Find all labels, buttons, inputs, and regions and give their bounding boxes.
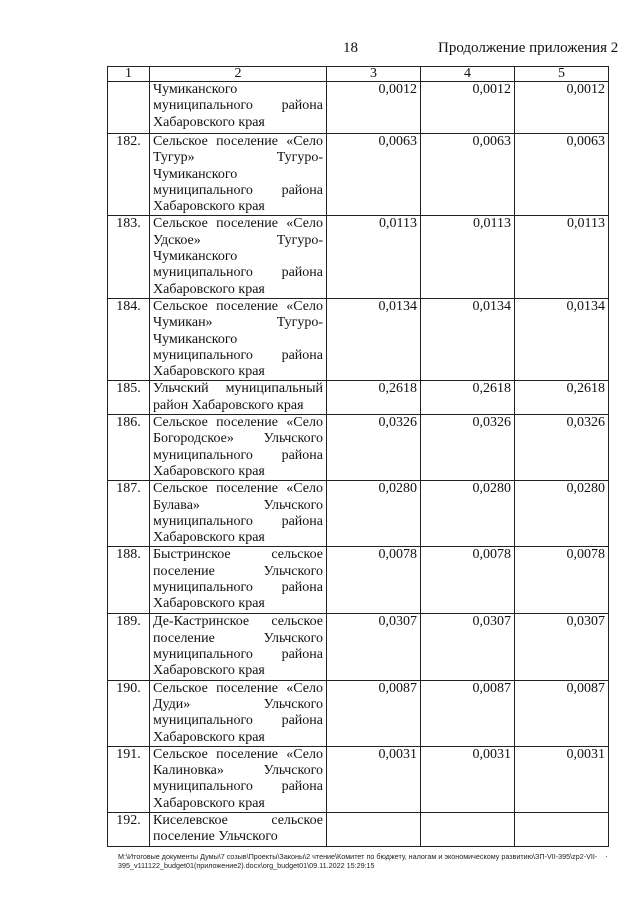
value-col4: 0,0280 xyxy=(421,481,515,547)
value-col5: 0,0307 xyxy=(515,614,609,680)
municipality-name: Чумиканского муниципального района Хабаровского края xyxy=(150,82,327,134)
value-col3: 0,0031 xyxy=(327,746,421,812)
table-row xyxy=(108,82,609,134)
row-number: 189. xyxy=(108,614,150,680)
footer-mark: · xyxy=(605,852,608,861)
column-header: 5 xyxy=(515,67,609,82)
row-number: 184. xyxy=(108,298,150,380)
table-row xyxy=(108,381,609,415)
value-col5: 0,0078 xyxy=(515,547,609,614)
value-col4: 0,2618 xyxy=(421,381,515,415)
municipality-name: Сельское поселение «Село Чумикан» Тугуро-Чумиканского муниципального района Хабаровского края xyxy=(150,298,327,380)
municipality-name: Сельское поселение «Село Булава» Ульчского муниципального района Хабаровского края xyxy=(150,481,327,547)
row-number: 191. xyxy=(108,746,150,812)
table-row xyxy=(108,415,609,481)
municipality-name: Сельское поселение «Село Богородское» Ульчского муниципального района Хабаровского края xyxy=(150,415,327,481)
value-col5 xyxy=(515,812,609,846)
table-row xyxy=(108,481,609,547)
municipality-name: Сельское поселение «Село Калиновка» Ульчского муниципального района Хабаровского края xyxy=(150,746,327,812)
municipality-name: Ульчский муниципальный район Хабаровского края xyxy=(150,381,327,415)
value-col3: 0,0078 xyxy=(327,547,421,614)
row-number: 182. xyxy=(108,134,150,216)
row-number: 183. xyxy=(108,216,150,298)
value-col4: 0,0063 xyxy=(421,134,515,216)
column-header: 3 xyxy=(327,67,421,82)
value-col5: 0,0113 xyxy=(515,216,609,298)
page-number: 18 xyxy=(343,40,358,56)
value-col5: 0,0063 xyxy=(515,134,609,216)
document-footer xyxy=(118,852,618,870)
row-number: 190. xyxy=(108,680,150,746)
value-col3: 0,0113 xyxy=(327,216,421,298)
municipality-name: Сельское поселение «Село Удское» Тугуро-Чумиканского муниципального района Хабаровского края xyxy=(150,216,327,298)
table-row xyxy=(108,298,609,380)
column-header: 1 xyxy=(108,67,150,82)
value-col5: 0,0280 xyxy=(515,481,609,547)
table-row xyxy=(108,134,609,216)
value-col4: 0,0326 xyxy=(421,415,515,481)
value-col5: 0,0012 xyxy=(515,82,609,134)
table-row xyxy=(108,746,609,812)
row-number: 185. xyxy=(108,381,150,415)
municipality-name: Быстринское сельское поселение Ульчского муниципального района Хабаровского края xyxy=(150,547,327,614)
continuation-label: Продолжение приложения 2 xyxy=(438,40,619,56)
municipality-name: Сельское поселение «Село Тугур» Тугуро-Чумиканского муниципального района Хабаровского края xyxy=(150,134,327,216)
table-row xyxy=(108,680,609,746)
table-row xyxy=(108,812,609,846)
value-col5: 0,0326 xyxy=(515,415,609,481)
municipality-name: Киселевское сельское поселение Ульчского xyxy=(150,812,327,846)
value-col3: 0,2618 xyxy=(327,381,421,415)
municipality-name: Сельское поселение «Село Дуди» Ульчского муниципального района Хабаровского края xyxy=(150,680,327,746)
value-col4: 0,0307 xyxy=(421,614,515,680)
value-col4: 0,0134 xyxy=(421,298,515,380)
value-col4: 0,0012 xyxy=(421,82,515,134)
row-number: 186. xyxy=(108,415,150,481)
allocation-table xyxy=(107,66,609,847)
row-number: 188. xyxy=(108,547,150,614)
value-col3: 0,0087 xyxy=(327,680,421,746)
value-col3: 0,0307 xyxy=(327,614,421,680)
municipality-name: Де-Кастринское сельское поселение Ульчского муниципального района Хабаровского края xyxy=(150,614,327,680)
value-col5: 0,2618 xyxy=(515,381,609,415)
value-col3: 0,0326 xyxy=(327,415,421,481)
row-number: 187. xyxy=(108,481,150,547)
row-number: 192. xyxy=(108,812,150,846)
table-row xyxy=(108,614,609,680)
value-col4 xyxy=(421,812,515,846)
value-col4: 0,0087 xyxy=(421,680,515,746)
table-row xyxy=(108,547,609,614)
value-col3: 0,0280 xyxy=(327,481,421,547)
column-header: 4 xyxy=(421,67,515,82)
table-header-row xyxy=(108,67,609,82)
value-col3 xyxy=(327,812,421,846)
table-row xyxy=(108,216,609,298)
value-col3: 0,0134 xyxy=(327,298,421,380)
value-col5: 0,0031 xyxy=(515,746,609,812)
file-path: М:\Итоговые документы Думы\7 созыв\Проекты\Законы\2 чтение\Комитет по бюджету, налогам и экономическому развитию\ЗП-VII-395\zp2-VII- 395_v111122_budget01(приложение2).docx\org_budget01\09.11.2022 15:29:15 xyxy=(118,852,598,870)
value-col3: 0,0063 xyxy=(327,134,421,216)
value-col4: 0,0031 xyxy=(421,746,515,812)
value-col5: 0,0134 xyxy=(515,298,609,380)
column-header: 2 xyxy=(150,67,327,82)
value-col4: 0,0113 xyxy=(421,216,515,298)
value-col5: 0,0087 xyxy=(515,680,609,746)
value-col4: 0,0078 xyxy=(421,547,515,614)
row-number xyxy=(108,82,150,134)
value-col3: 0,0012 xyxy=(327,82,421,134)
